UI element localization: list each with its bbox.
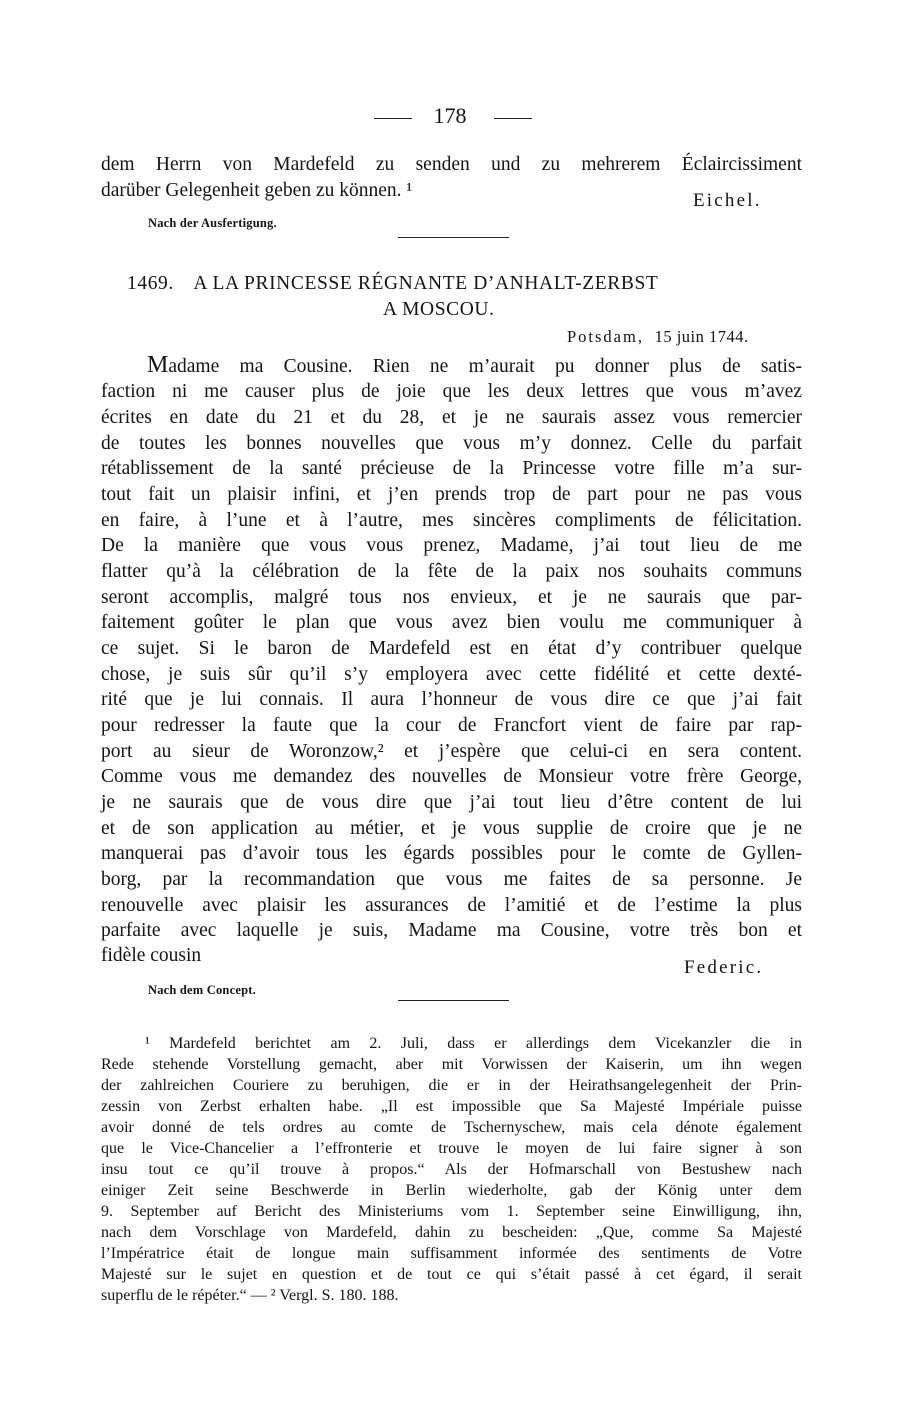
letter-heading-line2: A MOSCOU. [383,299,495,320]
footnote-line: zessin von Zerbst erhalten habe. „Il est impossible que Sa Majesté Impériale puisse [101,1098,802,1115]
letter-body-line: flatter qu’à la célébration de la fête de la paix nos souhaits communs [101,561,802,582]
letter-date: 15 juin 1744. [654,327,749,346]
letter-body-line: parfaite avec laquelle je suis, Madame ma Cousine, votre très bon et [101,920,802,941]
letter-body-line: en faire, à l’une et à l’autre, mes sincères compliments de félicitation. [101,510,802,531]
letter-body-line: je ne saurais que de vous dire que j’ai tout lieu d’être content de lui [101,792,802,813]
letter-initial: M [147,352,169,378]
footnote-line: Rede stehende Vorstellung gemacht, aber mit Vorwissen der Kaiserin, um ihn wegen [101,1056,802,1073]
footnote-line: insu tout ce qu’il trouve à propos.“ Als der Hofmarschall von Bestushew nach [101,1161,802,1178]
letter-body-line: borg, par la recommandation que vous me faites de sa personne. Je [101,869,802,890]
letter-body-line: et de son application au métier, et je vous supplie de croire que je ne [101,818,802,839]
letter-number: 1469. [127,273,174,294]
letter-body-line: rétablissement de la santé précieuse de la Princesse votre fille m’a sur- [101,458,802,479]
letter-body-line: fidèle cousin [101,945,202,966]
prev-letter-line: dem Herrn von Mardefeld zu senden und zu mehrerem Éclaircissiment [101,154,802,175]
prev-letter-source: Nach der Ausfertigung. [148,216,277,230]
section-divider [398,237,509,238]
letter-body-line: faitement goûter le plan que vous avez bien voulu me communiquer à [101,612,802,633]
letter-body-line: chose, je suis sûr qu’il s’y employera avec cette fidélité et cette dexté- [101,664,802,685]
page-number: 178 [433,103,467,128]
prev-letter-signature: Eichel. [693,190,762,211]
letter-body-line: faction ni me causer plus de joie que les deux lettres que vous m’avez [101,381,802,402]
letter-signature: Federic. [684,957,764,978]
letter-body-line: tout fait un plaisir infini, et j’en prends trop de part pour ne pas vous [101,484,802,505]
letter-body-line: seront accomplis, malgré tous nos envieux, et je ne saurais que par- [101,587,802,608]
footnote-line: 9. September auf Bericht des Ministeriums vom 1. September seine Einwilligung, ihn, [101,1203,802,1220]
letter-body-line: ce sujet. Si le baron de Mardefeld est en état d’y contribuer quelque [101,638,802,659]
footnote-line: que le Vice-Chancelier a l’effronterie et trouve le moyen de lui faire signer à son [101,1140,802,1157]
letter-body-line: rité que je lui connais. Il aura l’honneur de vous dire ce que j’ai fait [101,689,802,710]
footnote-line: l’Impératrice était de longue main suffisamment informée des sentiments de Votre [101,1245,802,1262]
footnote-line: avoir donné de tels ordres au comte de Tschernyschew, mais cela dénote également [101,1119,802,1136]
letter-body-line: Comme vous me demandez des nouvelles de Monsieur votre frère George, [101,766,802,787]
footnote-divider [398,1000,509,1001]
letter-source: Nach dem Concept. [148,983,256,997]
letter-body-line: de toutes les bonnes nouvelles que vous m’y donnez. Celle du parfait [101,433,802,454]
page-number-dash-right [494,118,532,119]
letter-body-line: écrites en date du 21 et du 28, et je ne saurais assez vous remercier [101,407,802,428]
letter-dateline [567,327,749,347]
footnote-line: einiger Zeit seine Beschwerde in Berlin wiederholte, gab der König unter dem [101,1182,802,1199]
letter-body-line: renouvelle avec plaisir les assurances de l’amitié et de l’estime la plus [101,895,802,916]
footnote-line: Majesté sur le sujet en question et de tout ce qui s’était passé à cet égard, il serait [101,1266,802,1283]
prev-letter-line: darüber Gelegenheit geben zu können. ¹ [101,180,413,201]
letter-body-line: port au sieur de Woronzow,² et j’espère que celui-ci en sera content. [101,741,802,762]
letter-addressee: A LA PRINCESSE RÉGNANTE D’ANHALT-ZERBST [193,273,659,294]
footnote-line: ¹ Mardefeld berichtet am 2. Juli, dass er allerdings dem Vicekanzler die in [145,1035,802,1052]
letter-heading-line1 [127,273,658,295]
footnote-line: nach dem Vorschlage von Mardefeld, dahin zu bescheiden: „Que, comme Sa Majesté [101,1224,802,1241]
letter-place: Potsdam, [567,327,644,346]
letter-body-line: pour redresser la faute que la cour de Francfort vient de faire par rap- [101,715,802,736]
footnote-line: der zahlreichen Couriere zu beruhigen, die er in der Heirathsangelegenheit der Prin- [101,1077,802,1094]
letter-body-line: Madame ma Cousine. Rien ne m’aurait pu donner plus de satis- [147,352,802,378]
letter-body-line: De la manière que vous vous prenez, Madame, j’ai tout lieu de me [101,535,802,556]
letter-body-line: manquerai pas d’avoir tous les égards possibles pour le comte de Gyllen- [101,843,802,864]
footnote-line: superflu de le répéter.“ — ² Vergl. S. 180. 188. [101,1287,399,1304]
